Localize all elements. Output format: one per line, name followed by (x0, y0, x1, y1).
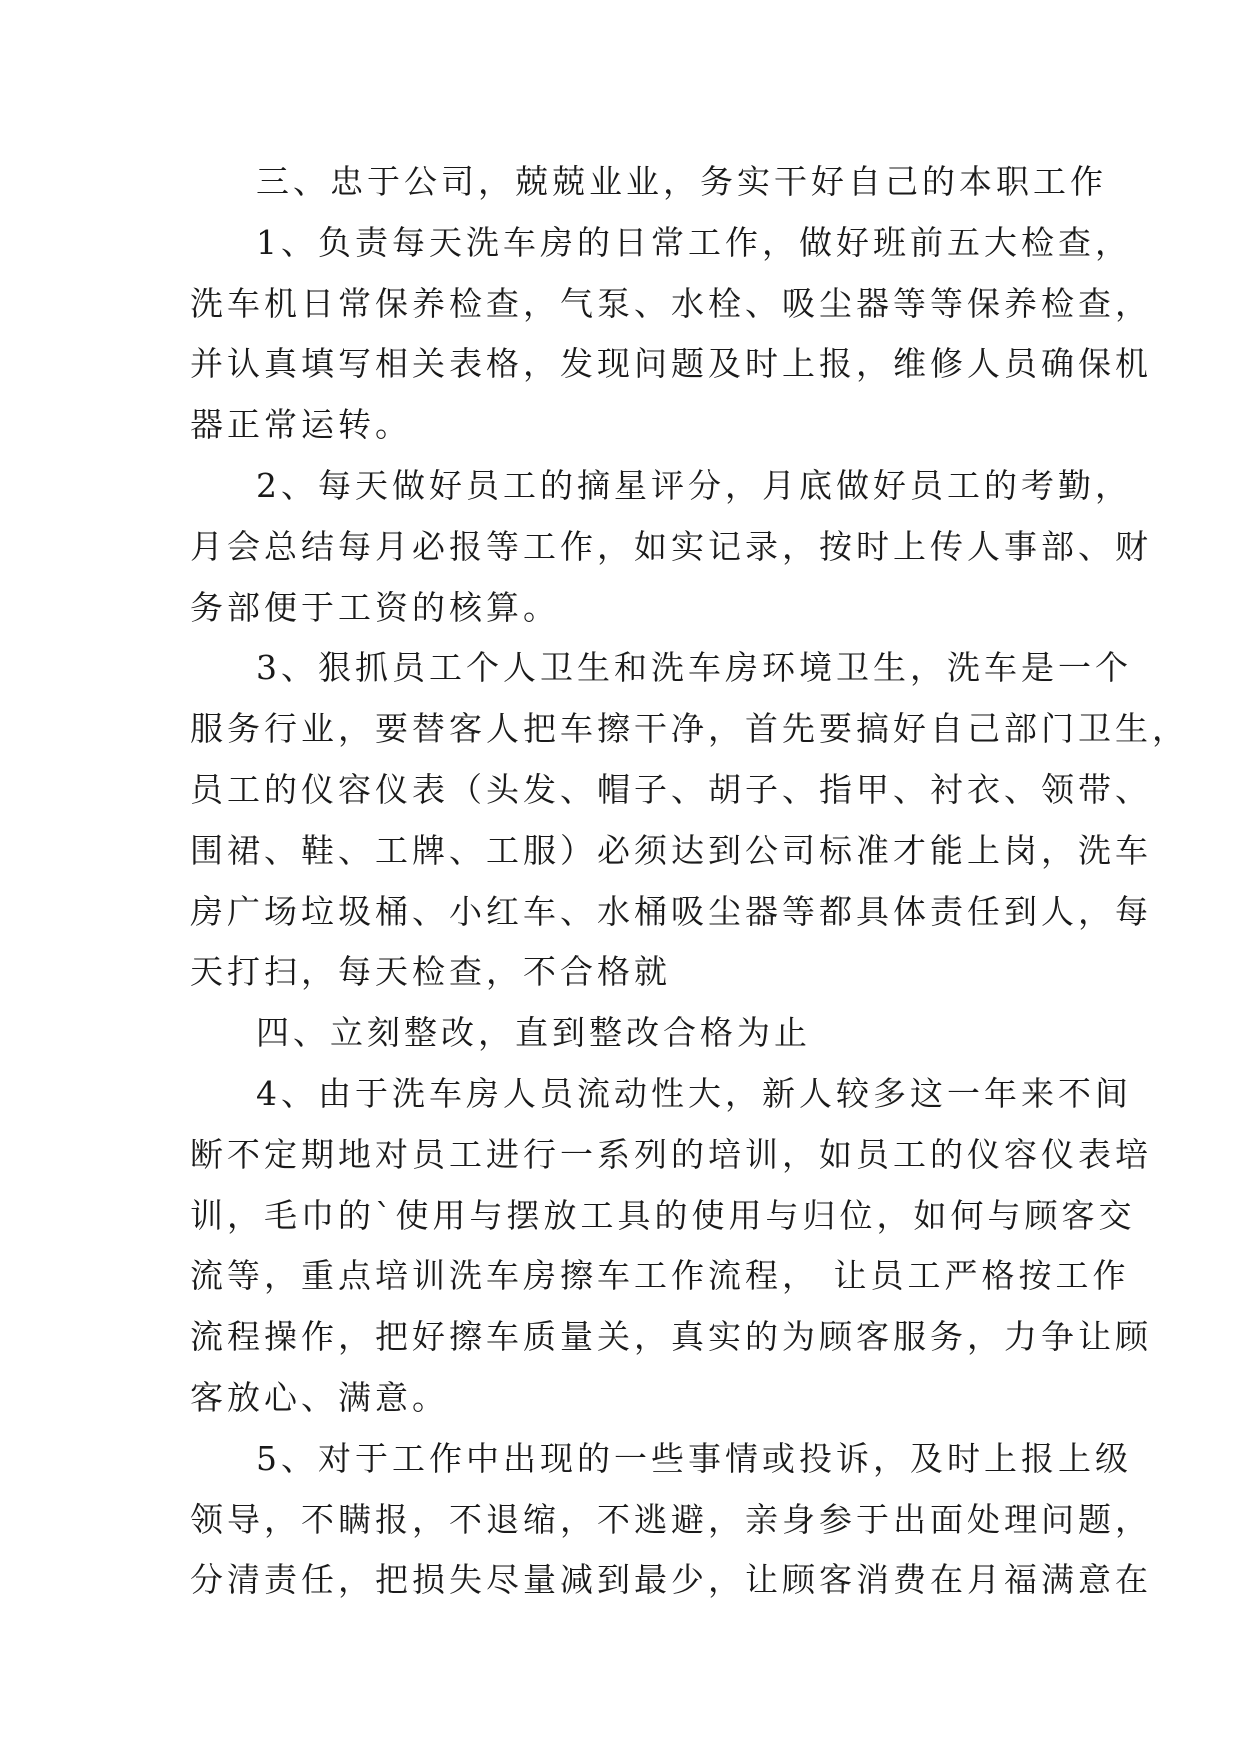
paragraph-line: 流程操作，把好擦车质量关，真实的为顾客服务，力争让顾 (190, 1317, 1152, 1357)
document-body (190, 152, 1189, 1611)
paragraph-line: 月会总结每月必报等工作，如实记录，按时上传人事部、财 (190, 526, 1152, 566)
paragraph-line: 器正常运转。 (190, 405, 412, 445)
paragraph-line: 房广场垃圾桶、小红车、水桶吸尘器等都具体责任到人，每 (190, 891, 1152, 931)
paragraph-line: 5、对于工作中出现的一些事情或投诉，及时上报上级 (256, 1438, 1132, 1478)
paragraph-line: 流等，重点培训洗车房擦车工作流程， 让员工严格按工作 (190, 1256, 1130, 1296)
paragraph-line: 务部便于工资的核算。 (190, 587, 560, 627)
paragraph-line: 分清责任，把损失尽量减到最少，让顾客消费在月福满意在 (190, 1560, 1152, 1600)
paragraph-line: 4、由于洗车房人员流动性大，新人较多这一年来不间 (256, 1073, 1132, 1113)
paragraph-line: 并认真填写相关表格，发现问题及时上报，维修人员确保机 (190, 344, 1152, 384)
paragraph-line: 断不定期地对员工进行一系列的培训，如员工的仪容仪表培 (190, 1134, 1152, 1174)
paragraph-line: 天打扫，每天检查，不合格就 (190, 952, 671, 992)
paragraph-line: 训，毛巾的`使用与摆放工具的使用与归位，如何与顾客交 (190, 1195, 1136, 1235)
section-heading: 四、立刻整改，直到整改合格为止 (256, 1013, 811, 1053)
paragraph-line: 客放心、满意。 (190, 1377, 449, 1417)
paragraph-line: 洗车机日常保养检查，气泵、水栓、吸尘器等等保养检查， (190, 283, 1152, 323)
section-heading: 三、忠于公司，兢兢业业，务实干好自己的本职工作 (256, 162, 1107, 201)
paragraph-line: 员工的仪容仪表（头发、帽子、胡子、指甲、衬衣、领带、 (190, 769, 1152, 809)
paragraph-line: 领导，不瞒报，不退缩，不逃避，亲身参于出面处理问题， (190, 1499, 1152, 1539)
paragraph-line: 服务行业，要替客人把车擦干净，首先要搞好自己部门卫生， (190, 709, 1189, 749)
paragraph-line: 围裙、鞋、工牌、工服）必须达到公司标准才能上岗，洗车 (190, 830, 1152, 870)
paragraph-line: 3、狠抓员工个人卫生和洗车房环境卫生，洗车是一个 (256, 648, 1132, 688)
paragraph-line: 2、每天做好员工的摘星评分，月底做好员工的考勤， (256, 465, 1132, 505)
paragraph-line: 1、负责每天洗车房的日常工作，做好班前五大检查， (256, 222, 1132, 262)
